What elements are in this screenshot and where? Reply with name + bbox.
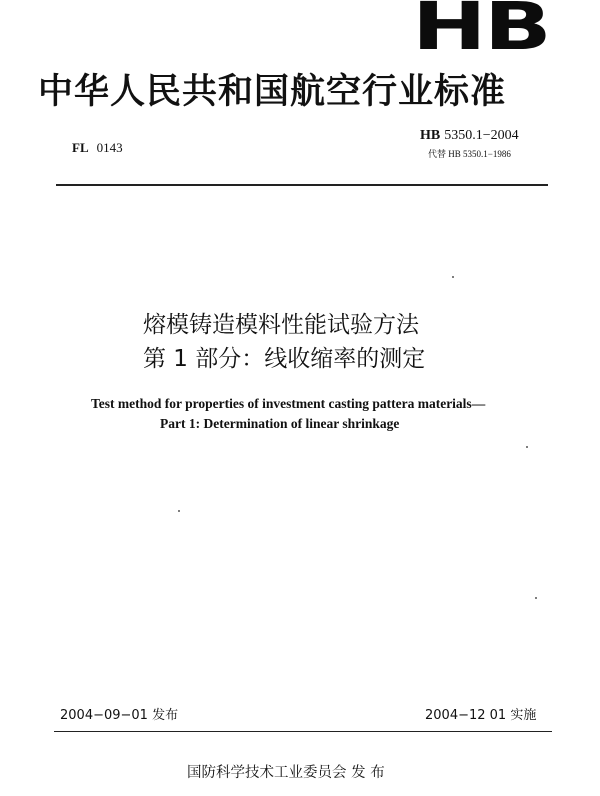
- document-title-cn-line1: 熔模铸造模料性能试验方法: [143, 312, 419, 338]
- scan-speck: [452, 276, 454, 278]
- standard-number-value: 5350.1−2004: [444, 128, 519, 143]
- header-divider: [56, 184, 548, 186]
- document-title-cn-line2: 第 1 部分：线收缩率的测定: [143, 346, 426, 372]
- footer-divider: [54, 731, 552, 732]
- classification-number: 0143: [96, 140, 123, 155]
- standard-number: [420, 128, 519, 144]
- hb-logo: HB: [412, 0, 550, 54]
- standard-authority-title: 中华人民共和国航空行业标准: [38, 72, 507, 112]
- scan-speck: [526, 446, 528, 448]
- scan-speck: [178, 510, 180, 512]
- classification-prefix: FL: [72, 140, 89, 155]
- classification-code: [72, 140, 123, 156]
- replaces-standard: 代替 HB 5350.1−1986: [428, 149, 511, 159]
- implementation-date: 2004−12 01 实施: [425, 708, 537, 723]
- document-title-en-line2: Part 1: Determination of linear shrinkage: [160, 416, 400, 431]
- standard-prefix: HB: [420, 128, 441, 143]
- scan-speck: [535, 597, 537, 599]
- document-title-en-line1: Test method for properties of investment casting pattera materials—: [91, 396, 486, 411]
- issue-date: 2004−09−01 发布: [60, 708, 179, 723]
- publisher: 国防科学技术工业委员会 发 布: [187, 765, 385, 781]
